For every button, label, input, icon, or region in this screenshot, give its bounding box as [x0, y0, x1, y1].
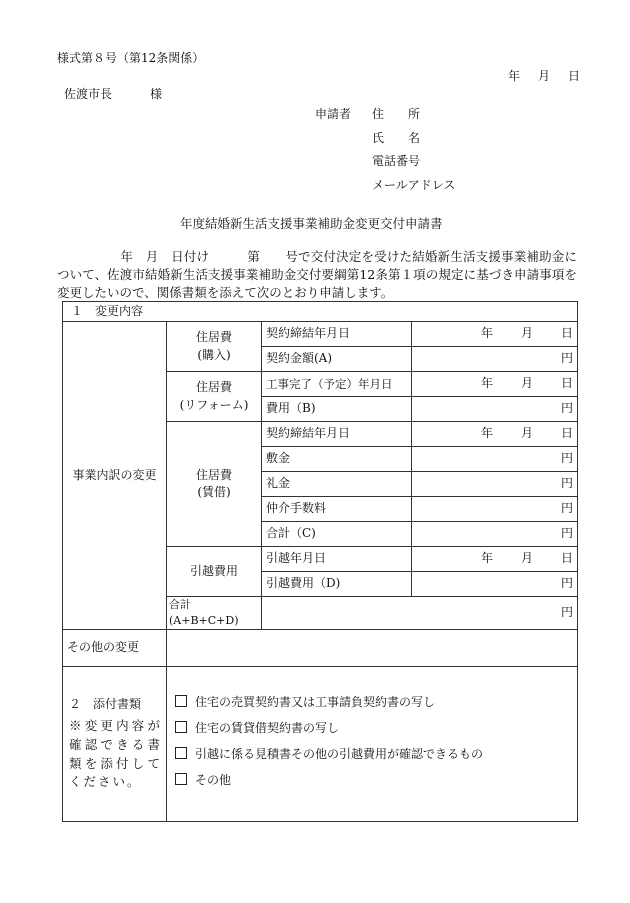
attach-note-3: 類を添付して: [69, 755, 160, 771]
attach-note-2: 確認できる書: [69, 736, 160, 752]
reform-cost-field[interactable]: 円: [412, 397, 578, 422]
attachment-item[interactable]: 住宅の売買契約書又は工事請負契約書の写し: [175, 689, 573, 715]
document-title: 年度結婚新生活支援事業補助金変更交付申請書: [180, 216, 443, 231]
moving-date-label: 引越年月日: [262, 547, 412, 572]
applicant-address-label: 住 所: [372, 107, 421, 121]
intro-paragraph: 年 月 日付け 第 号で交付決定を受けた結婚新生活支援事業補助金について、佐渡市結婚新生活支援事業補助金交付要綱第12条第１項の規定に基づき申請事項を変更したいので、関係書類を添えて次のとおり申請します。: [57, 249, 577, 300]
housing-rent-label: 住居費 (賃借): [167, 422, 262, 547]
purchase-contract-date-label: 契約締結年月日: [262, 322, 412, 347]
header-date: [508, 70, 580, 82]
purchase-amount-label: 契約金額(A): [262, 347, 412, 372]
applicant-name-label: 氏 名: [372, 131, 421, 145]
moving-date-field[interactable]: 年 月 日: [412, 547, 578, 572]
attachment-item[interactable]: 引越に係る見積書その他の引越費用が確認できるもの: [175, 741, 573, 767]
purchase-amount-field[interactable]: 円: [412, 347, 578, 372]
reform-completion-date-field[interactable]: 年 月 日: [412, 372, 578, 397]
checkbox-icon[interactable]: [175, 773, 187, 785]
applicant-label: 申請者: [315, 107, 352, 121]
moving-cost-field[interactable]: 円: [412, 572, 578, 597]
date-month: 月: [538, 69, 551, 83]
addressee-suffix: 様: [150, 87, 163, 101]
broker-fee-field[interactable]: 円: [412, 497, 578, 522]
change-application-table: [62, 301, 578, 822]
key-money-field[interactable]: 円: [412, 472, 578, 497]
attachment-item[interactable]: 住宅の賃貸借契約書の写し: [175, 715, 573, 741]
addressee: [64, 88, 162, 100]
moving-cost-label: 引越費用（D): [262, 572, 412, 597]
date-day: 日: [568, 69, 581, 83]
checkbox-icon[interactable]: [175, 747, 187, 759]
reform-completion-date-label: 工事完了（予定）年月日: [262, 372, 412, 397]
rent-total-field[interactable]: 円: [412, 522, 578, 547]
form-number: 様式第８号（第12条関係）: [57, 51, 205, 65]
section-1-heading: １ 変更内容: [63, 302, 578, 322]
grand-total-label: 合計(A+B+C+D): [167, 597, 262, 630]
purchase-contract-date-field[interactable]: 年 月 日: [412, 322, 578, 347]
business-breakdown-change-label: 事業内訳の変更: [63, 322, 167, 630]
moving-cost-category-label: 引越費用: [167, 547, 262, 597]
applicant-email-label: メールアドレス: [372, 178, 456, 192]
attachment-item[interactable]: その他: [175, 767, 573, 793]
housing-purchase-label: 住居費 (購入): [167, 322, 262, 372]
other-change-field[interactable]: [167, 629, 578, 666]
attachments-list: [167, 666, 578, 821]
checkbox-icon[interactable]: [175, 695, 187, 707]
deposit-label: 敷金: [262, 447, 412, 472]
date-year: 年: [508, 69, 521, 83]
reform-cost-label: 費用（B): [262, 397, 412, 422]
key-money-label: 礼金: [262, 472, 412, 497]
addressee-name: 佐渡市長: [64, 87, 113, 101]
attachments-label-cell: [63, 666, 167, 821]
housing-reform-label: 住居費 (リフォーム): [167, 372, 262, 422]
rent-contract-date-field[interactable]: 年 月 日: [412, 422, 578, 447]
applicant-phone-label: 電話番号: [372, 154, 421, 168]
other-change-label: その他の変更: [63, 629, 167, 666]
checkbox-icon[interactable]: [175, 721, 187, 733]
rent-total-label: 合計（C): [262, 522, 412, 547]
broker-fee-label: 仲介手数料: [262, 497, 412, 522]
deposit-field[interactable]: 円: [412, 447, 578, 472]
section-2-heading: ２ 添付書類: [69, 696, 142, 711]
grand-total-field[interactable]: 円: [262, 597, 578, 630]
attach-note-4: ください。: [69, 774, 142, 790]
attach-note-1: ※変更内容が: [69, 718, 160, 734]
rent-contract-date-label: 契約締結年月日: [262, 422, 412, 447]
